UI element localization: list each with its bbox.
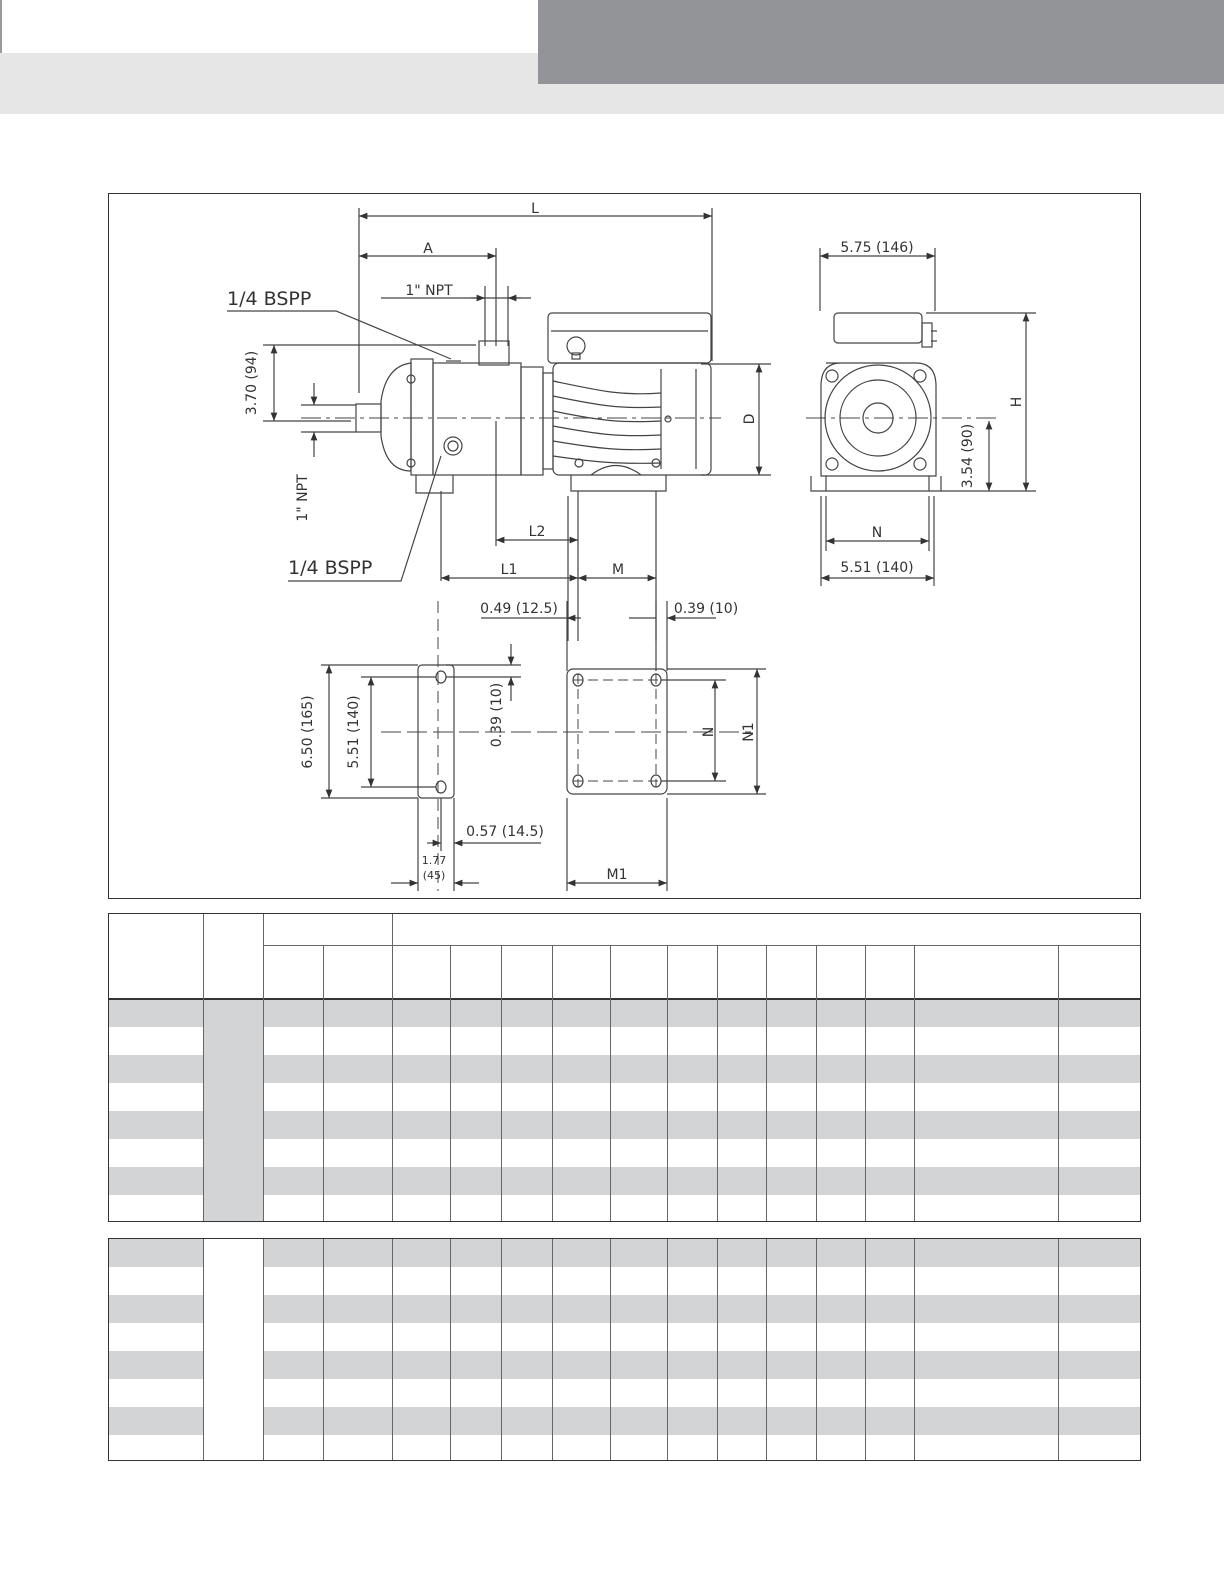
label-drain-port: 1/4 BSPP — [288, 557, 373, 579]
label-top-width: 5.75 (146) — [840, 240, 914, 256]
col-line — [667, 945, 668, 1221]
label-m: M — [611, 562, 625, 578]
col-line — [1058, 1239, 1059, 1460]
col-line — [392, 914, 393, 1221]
drawing-svg — [109, 194, 1142, 900]
col-line — [816, 1239, 817, 1460]
label-hole-inset: 0.39 (10) — [489, 682, 505, 748]
col-line — [667, 1239, 668, 1460]
dimension-table-1 — [108, 913, 1141, 1222]
label-l: L — [531, 201, 539, 217]
label-priming-port: 1/4 BSPP — [227, 288, 312, 310]
col-line — [865, 1239, 866, 1460]
label-m1: M1 — [606, 867, 628, 883]
merged-cell — [203, 1239, 263, 1460]
label-n1: N1 — [741, 722, 757, 742]
label-right-margin: 0.39 (10) — [673, 601, 739, 617]
col-line — [914, 945, 915, 1221]
col-line — [263, 1239, 264, 1460]
col-line — [816, 945, 817, 1221]
col-line — [392, 1239, 393, 1460]
col-line — [501, 1239, 502, 1460]
col-line — [501, 945, 502, 1221]
col-line — [717, 1239, 718, 1460]
label-h: H — [1009, 396, 1025, 408]
merged-cell — [203, 999, 263, 1221]
col-line — [766, 945, 767, 1221]
label-axis-height: 3.54 (90) — [960, 423, 976, 489]
col-line — [323, 945, 324, 1221]
label-hole-spacing: 5.51 (140) — [346, 695, 362, 769]
label-shaft-height: 3.70 (94) — [244, 350, 260, 416]
col-line — [450, 945, 451, 1221]
col-line — [717, 945, 718, 1221]
label-foot-width-mm: (45) — [422, 869, 446, 882]
label-l2: L2 — [528, 524, 546, 540]
label-base-width: 5.51 (140) — [840, 560, 914, 576]
label-hole-offset: 0.57 (14.5) — [466, 824, 544, 840]
col-line — [914, 1239, 915, 1460]
dimension-drawing — [108, 193, 1141, 899]
header-divider — [263, 945, 1140, 946]
col-line — [610, 945, 611, 1221]
end-view — [806, 248, 1036, 586]
foot-plan — [321, 601, 766, 891]
dimension-table-2 — [108, 1238, 1141, 1461]
label-foot-width: 1.77 — [421, 854, 447, 867]
col-line — [263, 914, 264, 1221]
col-line — [203, 1239, 204, 1460]
label-discharge-port: 1" NPT — [405, 283, 453, 299]
label-a: A — [423, 241, 433, 257]
header-left-band — [0, 53, 538, 84]
col-line — [203, 914, 204, 1221]
col-line — [865, 945, 866, 1221]
label-n-plan: N — [701, 726, 717, 738]
label-n-end: N — [871, 525, 883, 541]
col-line — [450, 1239, 451, 1460]
label-l1: L1 — [500, 562, 518, 578]
col-line — [610, 1239, 611, 1460]
header-strip — [0, 84, 1224, 114]
label-d: D — [742, 413, 758, 425]
col-line — [1058, 945, 1059, 1221]
col-line — [552, 1239, 553, 1460]
label-foot-length: 6.50 (165) — [300, 695, 316, 769]
col-line — [766, 1239, 767, 1460]
col-line — [323, 1239, 324, 1460]
label-left-margin: 0.49 (12.5) — [480, 601, 558, 617]
header-title-band — [538, 0, 1224, 84]
label-suction-port: 1" NPT — [295, 474, 311, 522]
col-line — [552, 945, 553, 1221]
